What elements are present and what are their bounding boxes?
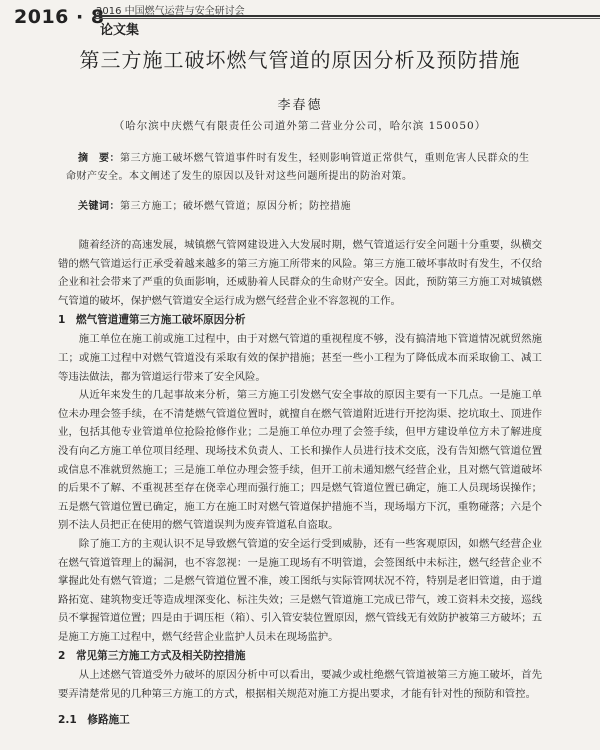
section-label: 论文集 xyxy=(100,23,140,38)
abstract-label: 摘 要： xyxy=(78,153,120,164)
conference-name: 2016 中国燃气运营与安全研讨会 xyxy=(96,6,245,17)
abstract xyxy=(66,150,534,186)
intro-paragraph: 随着经济的高速发展，城镇燃气管网建设进入大发展时期，燃气管道运行安全问题十分重要，纵横交错的燃气管道运行正承受着越来越多的第三方施工所带来的风险。第三方施工破坏事故时有发生，不仅给企业和社会带来了严重的负面影响，还威胁着人民群众的生命财产安全。因此，预防第三方施工对城镇燃气管道的破坏，保护燃气管道安全运行成为燃气经营企业不容忽视的工作。 xyxy=(58,239,542,307)
keywords-text: 第三方施工；破坏燃气管道；原因分析；防控措施 xyxy=(120,201,351,212)
section-1-paragraph-3: 除了施工方的主观认识不足导致燃气管道的安全运行受到威胁，还有一些客观原因，如燃气经营企业在燃气管道管理上的漏洞，也不容忽视：一是施工现场有不明管道，会签图纸中未标注，燃气经营企业不掌握此处有燃气管道；二是燃气管道位置不准，竣工图纸与实际管网状况不符，特别是老旧管道，由于道路拓宽、建筑物变迁等造成埋深变化、标注失效；三是燃气管道施工完成已带气，竣工资料未交接，巡线员不掌握管道位置；四是由于调压柜（箱）、引入管安装位置原因，燃气管线无有效防护被第三方破坏；五是施工方施工过程中，燃气经营企业监护人员未在现场监护。 xyxy=(58,537,542,643)
section-2-paragraph-1: 从上述燃气管道受外力破坏的原因分析中可以看出，要减少或杜绝燃气管道被第三方施工破坏，首先要弄清楚常见的几种第三方施工的方式，根据相关规范对施工方提出要求，才能有针对性的预防和管控。 xyxy=(58,669,542,701)
body-text xyxy=(58,236,542,730)
header-rule-thin xyxy=(94,18,600,19)
keywords xyxy=(66,198,534,216)
section-1-heading: 1 燃气管道遭第三方施工破坏原因分析 xyxy=(58,314,246,327)
section-1-paragraph-2: 从近年来发生的几起事故来分析，第三方施工引发燃气安全事故的原因主要有一下几点。一是施工单位未办理会签手续，在不清楚燃气管道位置时，就擅自在燃气管道附近进行开挖沟渠、挖坑取土、顶进作业，包括其他专业管道单位抢险抢修作业；二是施工单位办理了会签手续，但甲方建设单位方未了解进度没有向乙方施工单位项目经理、现场技术负责人、工长和操作人员进行技术交底，没有告知燃气管道位置或信息不准就贸然施工；三是施工单位办理会签手续，但开工前未通知燃气经营企业，且对燃气管道破坏的后果不了解、不重视甚至存在侥幸心理而强行施工；四是燃气管道位置已确定，施工人员现场误操作；五是燃气管道位置已确定，施工方在施工时对燃气管道保护措施不当，现场塌方下沉，重物碰落；六是个别不法人员把正在使用的燃气管道误判为废弃管道私自盗取。 xyxy=(58,389,542,532)
author: 李春德 xyxy=(277,98,323,113)
section-1-paragraph-1: 施工单位在施工前或施工过程中，由于对燃气管道的重视程度不够，没有搞清地下管道情况就贸然施工；或施工过程中对燃气管道没有采取有效的保护措施；甚至一些小工程为了降低成本而采取偷工、减工等违法做法，都为管道运行带来了安全风险。 xyxy=(58,333,542,383)
paper-title: 第三方施工破坏燃气管道的原因分析及预防措施 xyxy=(79,48,521,72)
page-header xyxy=(0,0,600,38)
section-2-heading: 2 常见第三方施工方式及相关防控措施 xyxy=(58,650,246,663)
issue-year: 2016 · 8 xyxy=(14,6,105,28)
keywords-label: 关键词： xyxy=(78,201,120,212)
section-2-1-heading: 2.1 修路施工 xyxy=(58,713,130,726)
abstract-text: 第三方施工破坏燃气管道事件时有发生，轻则影响管道正常供气，重则危害人民群众的生命财产安全。本文阐述了发生的原因以及针对这些问题所提出的防治对策。 xyxy=(66,153,530,182)
header-rule xyxy=(94,15,600,17)
affiliation: （哈尔滨中庆燃气有限责任公司道外第二营业分公司，哈尔滨 150050） xyxy=(113,120,487,132)
